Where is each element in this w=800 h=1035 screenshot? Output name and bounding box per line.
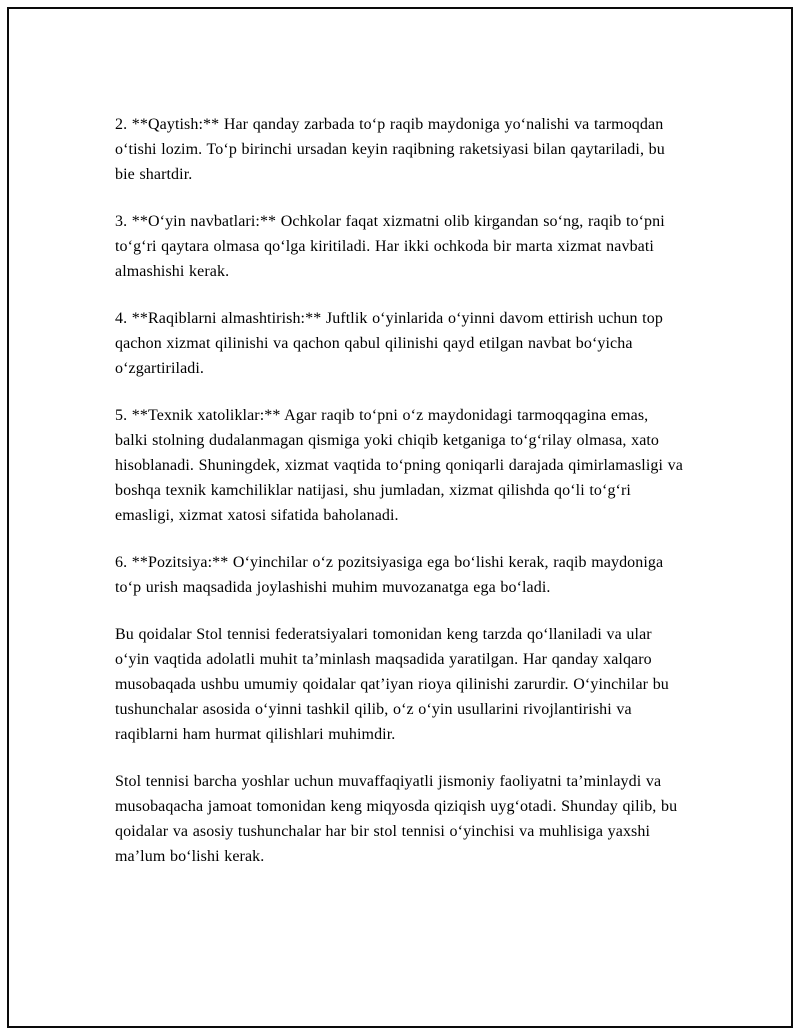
paragraph-rule-6-pozitsiya: 6. **Pozitsiya:** O‘yinchilar o‘z pozitsiyasiga ega bo‘lishi kerak, raqib maydoniga to‘p urish maqsadida joylashishi muhim muvozanatga ega bo‘ladi. bbox=[115, 554, 664, 596]
paragraph-rule-5-texnik-xatoliklar: 5. **Texnik xatoliklar:** Agar raqib to‘pni o‘z maydonidagi tarmoqqagina emas, balki stolning dudalanmagan qismiga yoki chiqib ketganiga to‘g‘rilay olmasa, xato hisoblanadi. Shuningdek, xizmat vaqtida to‘pning qoniqarli darajada qimirlamasligi va boshqa texnik kamchiliklar natijasi, shu jumladan, xizmat qilishda qo‘li to‘g‘ri emasligi, xizmat xatosi sifatida baholanadi. bbox=[115, 407, 683, 524]
paragraph-rule-2-qaytish: 2. **Qaytish:** Har qanday zarbada to‘p raqib maydoniga yo‘nalishi va tarmoqdan o‘tishi lozim. To‘p birinchi ursadan keyin raqibning raketsiyasi bilan qaytariladi, bu bie shartdir. bbox=[115, 116, 665, 183]
page-border-frame bbox=[7, 7, 793, 1028]
document-body bbox=[115, 112, 685, 891]
paragraph-rule-4-raqiblarni-almashtirish: 4. **Raqiblarni almashtirish:** Juftlik o‘yinlarida o‘yinni davom ettirish uchun top qachon xizmat qilinishi va qachon qabul qilinishi qayd etilgan navbat bo‘yicha o‘zgartiriladi. bbox=[115, 310, 663, 377]
paragraph-closing-federations: Bu qoidalar Stol tennisi federatsiyalari tomonidan keng tarzda qo‘llaniladi va ular o‘yin vaqtida adolatli muhit ta’minlash maqsadida yaratilgan. Har qanday xalqaro musobaqada ushbu umumiy qoidalar qat’iyan rioya qilinishi zarurdir. O‘yinchilar bu tushunchalar asosida o‘yinni tashkil qilib, o‘z o‘yin usullarini rivojlantirishi va raqiblarni ham hurmat qilishlari muhimdir. bbox=[115, 626, 669, 743]
paragraph-closing-summary: Stol tennisi barcha yoshlar uchun muvaffaqiyatli jismoniy faoliyatni ta’minlaydi va musobaqacha jamoat tomonidan keng miqyosda qiziqish uyg‘otadi. Shunday qilib, bu qoidalar va asosiy tushunchalar har bir stol tennisi o‘yinchisi va muhlisiga yaxshi ma’lum bo‘lishi kerak. bbox=[115, 773, 678, 865]
paragraph-rule-3-oyin-navbatlari: 3. **O‘yin navbatlari:** Ochkolar faqat xizmatni olib kirgandan so‘ng, raqib to‘pni to‘g‘ri qaytara olmasa qo‘lga kiritiladi. Har ikki ochkoda bir marta xizmat navbati almashishi kerak. bbox=[115, 213, 665, 280]
